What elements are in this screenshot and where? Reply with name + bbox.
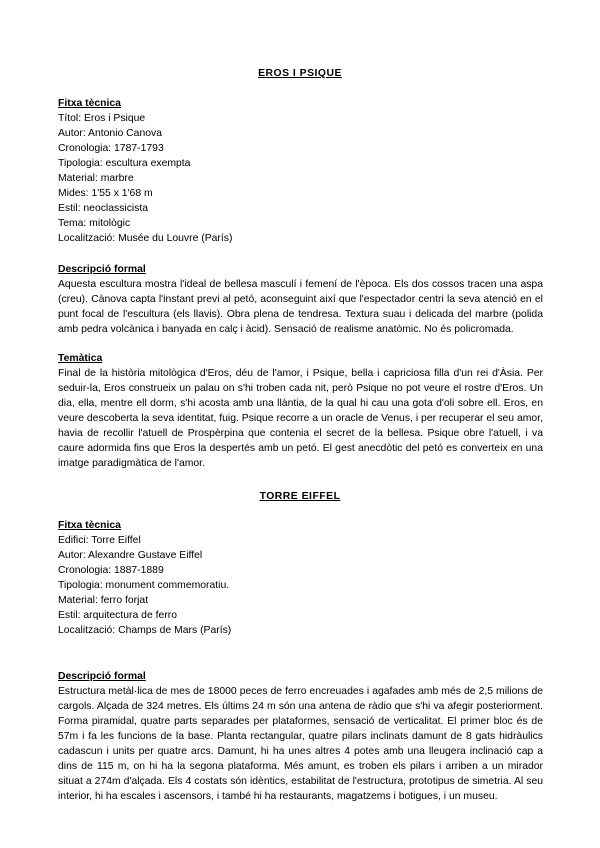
eiffel-title: TORRE EIFFEL (259, 491, 341, 502)
eros-fitxa-line: Tema: mitològic (58, 218, 131, 229)
eiffel-fitxa-heading: Fitxa tècnica (58, 520, 121, 531)
eiffel-fitxa-line: Autor: Alexandre Gustave Eiffel (58, 550, 203, 561)
eros-fitxa-line: Cronologia: 1787-1793 (58, 143, 164, 154)
eiffel-descripcio-section (58, 669, 543, 804)
eiffel-fitxa-line: Cronologia: 1887-1889 (58, 565, 164, 576)
eiffel-fitxa-line: Estil: arquitectura de ferro (58, 610, 177, 621)
eiffel-fitxa-section (58, 518, 543, 638)
eros-fitxa-line: Mides: 1'55 x 1'68 m (58, 188, 153, 199)
eros-fitxa-section (58, 96, 543, 246)
eros-descripcio-section (58, 262, 543, 337)
eros-tematica-heading: Temàtica (58, 353, 103, 364)
eiffel-fitxa-line: Material: ferro forjat (58, 595, 149, 606)
eiffel-descripcio-text: Estructura metàl·lica de mes de 18000 peces de ferro encreuades i agafades amb més de 2,5 milions de cargols. Alçada de 324 metres. Els últims 24 m són una antena de ràdio que s'hi va afegir posteriorment. Forma piramidal, quatre parts separades per plataformes, sensació de verticalitat. El primer bloc és de 57m i fa les funcions de la base. Planta rectangular, quatre pilars inclinats damunt de 8 gats hidràulics cadascun i units per quatre arcs. Damunt, hi ha unes altres 4 potes amb una lleugera inclinació cap a dins de 115 m, on hi ha la segona plataforma. Més amunt, es troben els pilars i arriben a un mirador situat a 274m d'alçada. Els 4 costats són idèntics, estabilitat de l'estructura, prototipus de simetria. Al seu interior, hi ha escales i ascensors, i també hi ha restaurants, magatzems i botigues, i un museu. (58, 686, 543, 802)
eros-fitxa-line: Tipologia: escultura exempta (58, 158, 191, 169)
eros-fitxa-line: Autor: Antonio Canova (58, 128, 162, 139)
eiffel-fitxa-line: Tipologia: monument commemoratiu. (58, 580, 230, 591)
eiffel-fitxa-line: Edifici: Torre Eiffel (58, 535, 141, 546)
eros-fitxa-line: Localització: Musée du Louvre (París) (58, 233, 233, 244)
eiffel-descripcio-heading: Descripció formal (58, 671, 146, 682)
eiffel-fitxa-line: Localització: Champs de Mars (París) (58, 625, 232, 636)
eros-fitxa-line: Material: marbre (58, 173, 134, 184)
eros-fitxa-heading: Fitxa tècnica (58, 98, 121, 109)
eros-fitxa-line: Estil: neoclassicista (58, 203, 149, 214)
eros-tematica-text: Final de la història mitològica d'Eros, déu de l'amor, i Psique, bella i capriciosa filla d'un rei d'Àsia. Per seduir-la, Eros construeix un palau on s'hi troben cada nit, però Psique no pot veure el rostre d'Eros. Un dia, ella, mentre ell dorm, s'hi acosta amb una llàntia, de la qual hi cau una gota d'oli sobre ell. Eros, en veure descoberta la seva identitat, fuig. Psique recorre a un oracle de Venus, i per recuperar el seu amor, havia de recollir l'atuell de Prospèrpina que contenia el secret de la bellesa. Psique obre l'atuell, i va caure adormida fins que Eros la despertés amb un petó. El gest anecdòtic del petó es converteix en una imatge paradigmàtica de l'amor. (58, 368, 543, 469)
eros-descripcio-text: Aquesta escultura mostra l'ideal de bellesa masculí i femení de l'època. Els dos cossos tracen una aspa (creu). Cànova capta l'instant previ al petó, aconseguint així que l'espectador centri la seva atenció en el punt focal de l'escultura (els llavis). Obra plena de tendresa. Textura suau i delicada del marbre (polida amb pedra volcànica i banyada en calç i àcid). Sensació de realisme anatòmic. No és policromada. (58, 279, 543, 335)
eros-fitxa-line: Títol: Eros i Psique (58, 113, 146, 124)
eros-descripcio-heading: Descripció formal (58, 264, 146, 275)
eros-tematica-section (58, 351, 543, 471)
eros-title: EROS I PSIQUE (258, 68, 342, 79)
